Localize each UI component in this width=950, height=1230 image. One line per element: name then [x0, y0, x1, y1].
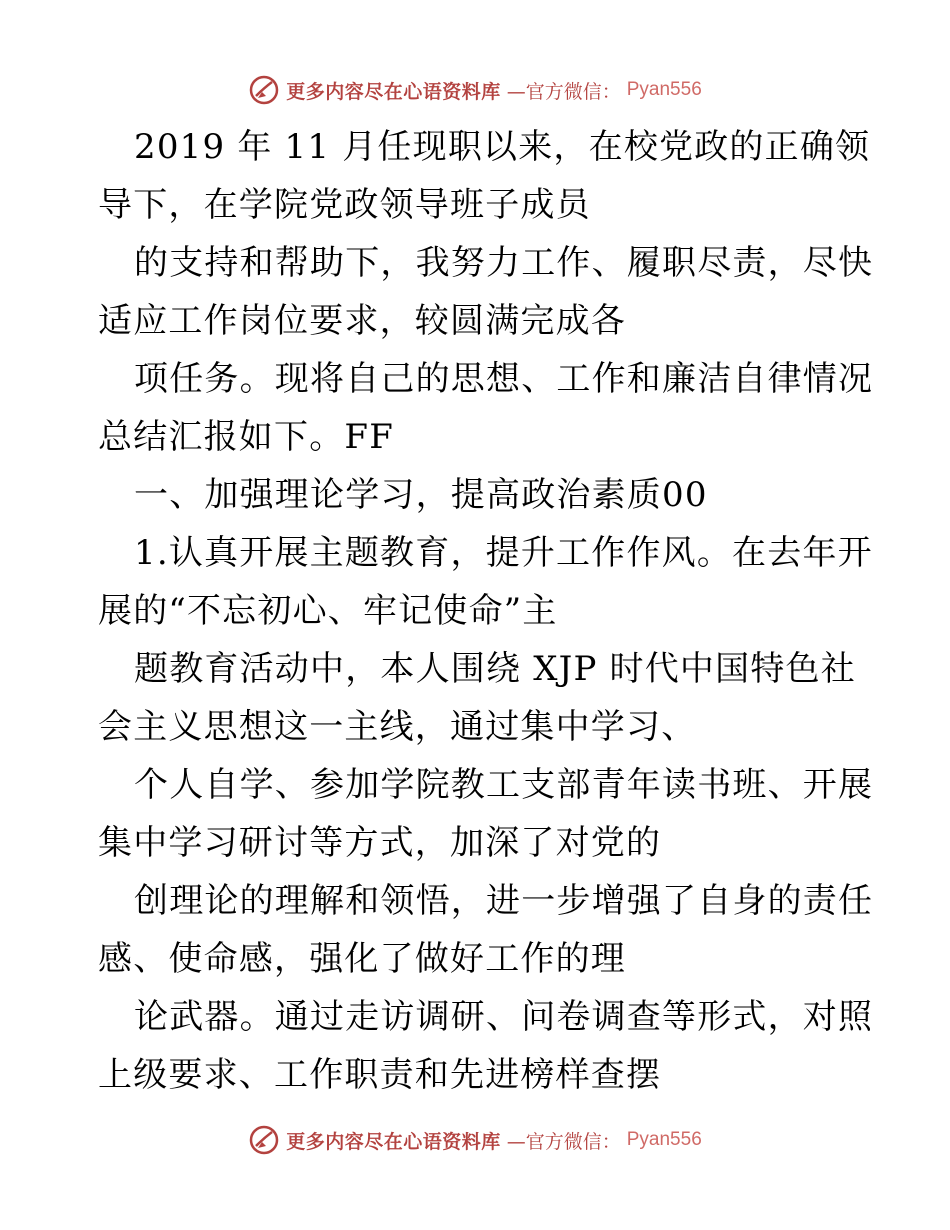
- text-line: 一、加强理论学习，提高政治素质00: [134, 475, 708, 515]
- watermark-id: Pyan556: [626, 79, 702, 100]
- text-line: 导下，在学院党政领导班子成员: [98, 185, 591, 225]
- header-watermark: [0, 70, 950, 110]
- watermark-id: Pyan556: [626, 1129, 702, 1150]
- document-body: [98, 118, 874, 1104]
- watermark-text: 更多内容尽在心语资料库: [286, 80, 501, 103]
- text-line: 集中学习研讨等方式，加深了对党的: [98, 823, 662, 863]
- paragraph: [98, 640, 858, 756]
- text-line: 个人自学、参加学院教工支部青年读书班、开展: [134, 765, 874, 805]
- text-line: 感、使命感，强化了做好工作的理: [98, 939, 626, 979]
- paragraph: [98, 350, 874, 466]
- text-line: 总结汇报如下。FF: [98, 417, 394, 457]
- text-line: 题教育活动中，本人围绕 XJP 时代中国特色社: [134, 649, 856, 689]
- paragraph: [98, 988, 874, 1104]
- watermark-separator: —官方微信：: [506, 1130, 621, 1153]
- text-line: 会主义思想这一主线，通过集中学习、: [98, 707, 697, 747]
- text-line: 适应工作岗位要求，较圆满完成各: [98, 301, 626, 341]
- text-line: 2019 年 11 月任现职以来，在校党政的正确领: [134, 127, 871, 167]
- text-line: 项任务。现将自己的思想、工作和廉洁自律情况: [134, 359, 874, 399]
- paragraph: [98, 118, 871, 234]
- watermark-separator: —官方微信：: [506, 80, 621, 103]
- book-quill-logo-icon: [248, 1124, 280, 1156]
- paragraph: [98, 234, 874, 350]
- section-heading: [98, 466, 858, 524]
- text-line: 的支持和帮助下，我努力工作、履职尽责，尽快: [134, 243, 874, 283]
- text-line: 展的“不忘初心、牢记使命”主: [98, 591, 558, 631]
- paragraph: [98, 524, 873, 640]
- paragraph: [98, 756, 874, 872]
- footer-watermark: [0, 1120, 950, 1160]
- text-line: 上级要求、工作职责和先进榜样查摆: [98, 1055, 662, 1095]
- watermark-text: 更多内容尽在心语资料库: [286, 1130, 501, 1153]
- book-quill-logo-icon: [248, 74, 280, 106]
- text-line: 1.认真开展主题教育，提升工作作风。在去年开: [134, 533, 873, 573]
- text-line: 创理论的理解和领悟，进一步增强了自身的责任: [134, 881, 874, 921]
- text-line: 论武器。通过走访调研、问卷调查等形式，对照: [134, 997, 874, 1037]
- paragraph: [98, 872, 874, 988]
